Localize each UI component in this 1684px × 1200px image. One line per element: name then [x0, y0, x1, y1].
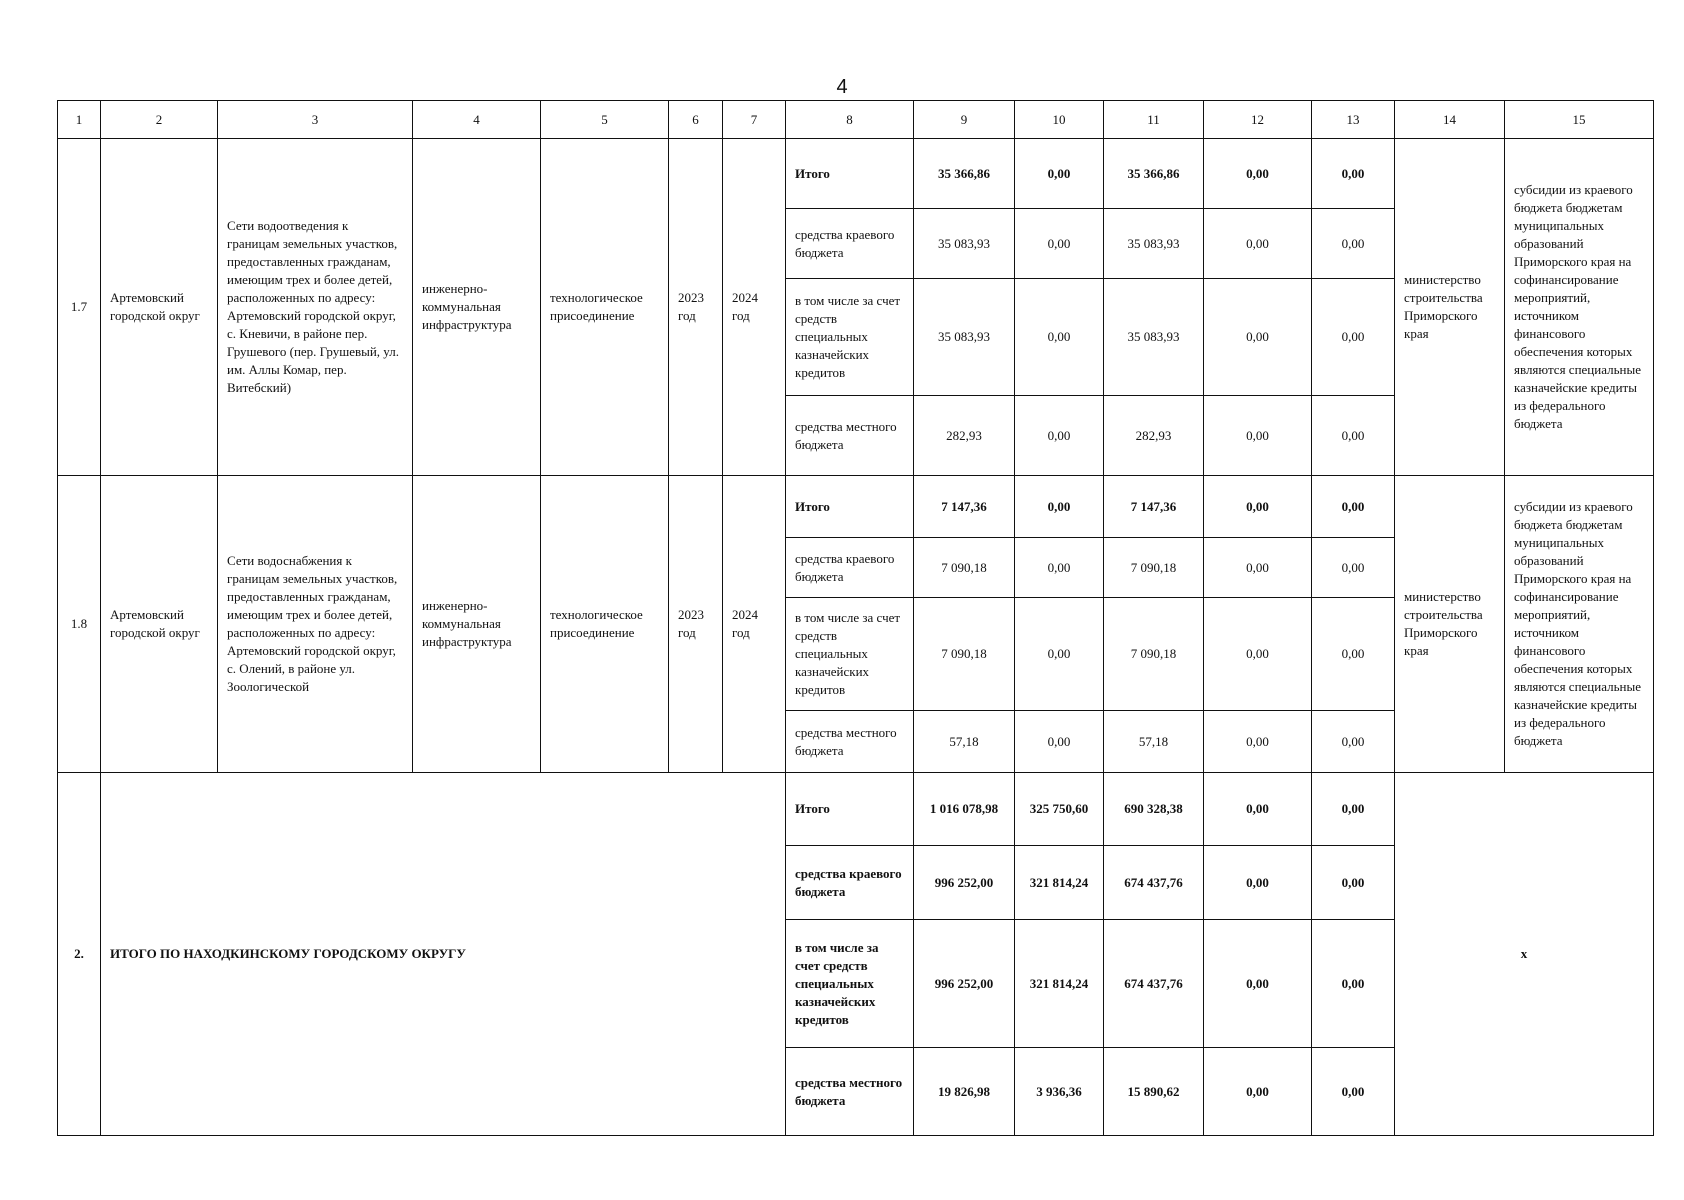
value-cell: 0,00 — [1312, 773, 1395, 846]
value-cell: 15 890,62 — [1104, 1048, 1204, 1136]
value-cell: 0,00 — [1204, 538, 1312, 598]
value-cell: 0,00 — [1204, 846, 1312, 920]
column-header: 3 — [218, 101, 413, 139]
value-cell: 0,00 — [1312, 920, 1395, 1048]
value-cell: 0,00 — [1015, 476, 1104, 538]
not-applicable-mark: х — [1395, 773, 1654, 1136]
finance-label: средства краевого бюджета — [786, 846, 914, 920]
value-cell: 7 147,36 — [1104, 476, 1204, 538]
value-cell: 7 090,18 — [1104, 538, 1204, 598]
row-number: 1.8 — [58, 476, 101, 773]
finance-label: средства местного бюджета — [786, 711, 914, 773]
value-cell: 0,00 — [1204, 920, 1312, 1048]
value-cell: 7 090,18 — [914, 598, 1015, 711]
total-title: ИТОГО ПО НАХОДКИНСКОМУ ГОРОДСКОМУ ОКРУГУ — [101, 773, 786, 1136]
work-cell: технологическое присоединение — [541, 476, 669, 773]
finance-label: средства краевого бюджета — [786, 538, 914, 598]
value-cell: 35 083,93 — [914, 279, 1015, 396]
value-cell: 321 814,24 — [1015, 920, 1104, 1048]
finance-label: Итого — [786, 139, 914, 209]
column-header: 5 — [541, 101, 669, 139]
value-cell: 35 083,93 — [1104, 279, 1204, 396]
value-cell: 7 090,18 — [914, 538, 1015, 598]
value-cell: 0,00 — [1204, 711, 1312, 773]
finance-label: Итого — [786, 476, 914, 538]
value-cell: 0,00 — [1015, 598, 1104, 711]
value-cell: 0,00 — [1204, 1048, 1312, 1136]
start-year-cell: 2023 год — [669, 476, 723, 773]
ministry-cell: министерство строительства Приморского края — [1395, 139, 1505, 476]
page-number: 4 — [836, 76, 848, 98]
column-header: 2 — [101, 101, 218, 139]
total-number: 2. — [58, 773, 101, 1136]
value-cell: 0,00 — [1312, 279, 1395, 396]
value-cell: 0,00 — [1015, 209, 1104, 279]
value-cell: 0,00 — [1015, 139, 1104, 209]
object-cell: Сети водоотведения к границам земельных участков, предоставленных гражданам, имеющим трех и более детей, расположенных по адресу: Артемовский городской округ, с. Кневичи, в районе пер. Грушевого (пер. Грушевый, ул. им. Аллы Комар, пер. Витебский) — [218, 139, 413, 476]
value-cell: 0,00 — [1015, 279, 1104, 396]
value-cell: 57,18 — [914, 711, 1015, 773]
value-cell: 0,00 — [1015, 711, 1104, 773]
total-row — [58, 773, 1654, 846]
end-year-cell: 2024 год — [723, 139, 786, 476]
value-cell: 0,00 — [1015, 396, 1104, 476]
value-cell: 0,00 — [1312, 209, 1395, 279]
value-cell: 0,00 — [1204, 396, 1312, 476]
column-header: 10 — [1015, 101, 1104, 139]
finance-label: в том числе за счет средств специальных казначейских кредитов — [786, 598, 914, 711]
object-cell: Сети водоснабжения к границам земельных участков, предоставленных гражданам, имеющим трех и более детей, расположенных по адресу: Артемовский городской округ, с. Олений, в районе ул. Зоологической — [218, 476, 413, 773]
value-cell: 0,00 — [1312, 139, 1395, 209]
end-year-cell: 2024 год — [723, 476, 786, 773]
column-header: 12 — [1204, 101, 1312, 139]
row-number: 1.7 — [58, 139, 101, 476]
column-header: 11 — [1104, 101, 1204, 139]
value-cell: 0,00 — [1204, 209, 1312, 279]
value-cell: 7 090,18 — [1104, 598, 1204, 711]
type-cell: инженерно-коммунальная инфраструктура — [413, 476, 541, 773]
municipality-cell: Артемовский городской округ — [101, 476, 218, 773]
value-cell: 0,00 — [1015, 538, 1104, 598]
value-cell: 35 366,86 — [914, 139, 1015, 209]
column-header: 8 — [786, 101, 914, 139]
value-cell: 3 936,36 — [1015, 1048, 1104, 1136]
finance-label: в том числе за счет средств специальных казначейских кредитов — [786, 279, 914, 396]
value-cell: 325 750,60 — [1015, 773, 1104, 846]
value-cell: 0,00 — [1204, 476, 1312, 538]
column-header: 9 — [914, 101, 1015, 139]
value-cell: 57,18 — [1104, 711, 1204, 773]
value-cell: 0,00 — [1204, 279, 1312, 396]
value-cell: 0,00 — [1312, 476, 1395, 538]
column-header: 14 — [1395, 101, 1505, 139]
value-cell: 321 814,24 — [1015, 846, 1104, 920]
value-cell: 0,00 — [1312, 396, 1395, 476]
value-cell: 282,93 — [914, 396, 1015, 476]
value-cell: 0,00 — [1204, 773, 1312, 846]
table-row — [58, 476, 1654, 538]
column-header: 4 — [413, 101, 541, 139]
value-cell: 0,00 — [1312, 846, 1395, 920]
column-header: 15 — [1505, 101, 1654, 139]
value-cell: 7 147,36 — [914, 476, 1015, 538]
column-header: 13 — [1312, 101, 1395, 139]
value-cell: 19 826,98 — [914, 1048, 1015, 1136]
column-header: 6 — [669, 101, 723, 139]
value-cell: 690 328,38 — [1104, 773, 1204, 846]
finance-label: в том числе за счет средств специальных казначейских кредитов — [786, 920, 914, 1048]
value-cell: 0,00 — [1312, 711, 1395, 773]
finance-label: Итого — [786, 773, 914, 846]
column-header: 1 — [58, 101, 101, 139]
value-cell: 0,00 — [1204, 139, 1312, 209]
value-cell: 282,93 — [1104, 396, 1204, 476]
value-cell: 35 083,93 — [914, 209, 1015, 279]
municipality-cell: Артемовский городской округ — [101, 139, 218, 476]
finance-label: средства местного бюджета — [786, 396, 914, 476]
start-year-cell: 2023 год — [669, 139, 723, 476]
value-cell: 0,00 — [1312, 598, 1395, 711]
note-cell: субсидии из краевого бюджета бюджетам муниципальных образований Приморского края на софинансирование мероприятий, источником финансового обеспечения которых являются специальные казначейские кредиты из федерального бюджета — [1505, 139, 1654, 476]
value-cell: 996 252,00 — [914, 920, 1015, 1048]
value-cell: 996 252,00 — [914, 846, 1015, 920]
value-cell: 0,00 — [1312, 1048, 1395, 1136]
finance-label: средства краевого бюджета — [786, 209, 914, 279]
ministry-cell: министерство строительства Приморского края — [1395, 476, 1505, 773]
column-number-row — [58, 101, 1654, 139]
table-row — [58, 139, 1654, 209]
value-cell: 0,00 — [1312, 538, 1395, 598]
value-cell: 674 437,76 — [1104, 846, 1204, 920]
type-cell: инженерно-коммунальная инфраструктура — [413, 139, 541, 476]
value-cell: 35 083,93 — [1104, 209, 1204, 279]
column-header: 7 — [723, 101, 786, 139]
value-cell: 0,00 — [1204, 598, 1312, 711]
value-cell: 35 366,86 — [1104, 139, 1204, 209]
work-cell: технологическое присоединение — [541, 139, 669, 476]
finance-label: средства местного бюджета — [786, 1048, 914, 1136]
budget-table — [57, 100, 1654, 1136]
value-cell: 674 437,76 — [1104, 920, 1204, 1048]
value-cell: 1 016 078,98 — [914, 773, 1015, 846]
note-cell: субсидии из краевого бюджета бюджетам муниципальных образований Приморского края на софинансирование мероприятий, источником финансового обеспечения которых являются специальные казначейские кредиты из федерального бюджета — [1505, 476, 1654, 773]
